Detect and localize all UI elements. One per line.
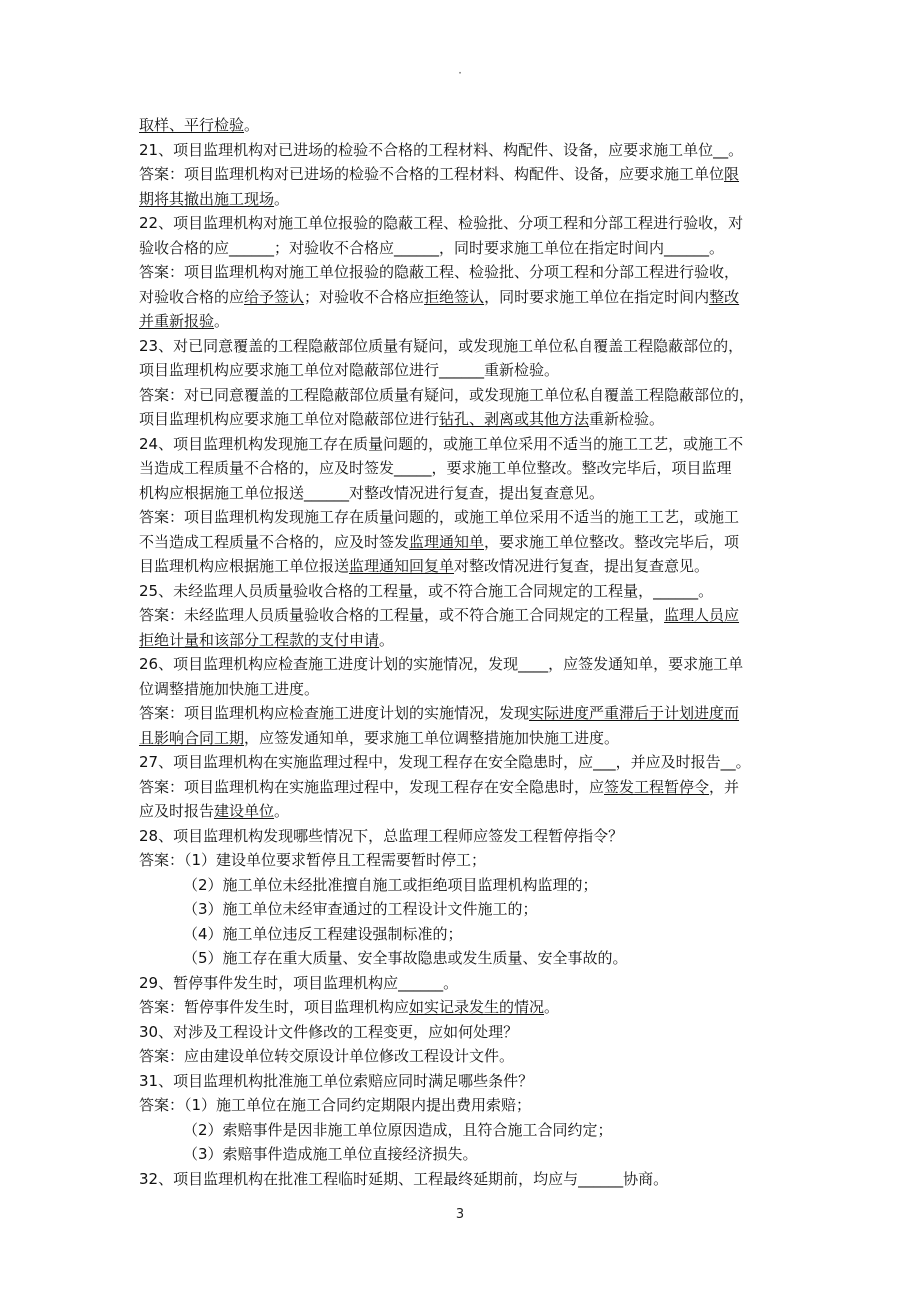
text-line [139,138,784,163]
text-line [139,995,784,1020]
answer-underlined-text: 如实记录发生的情况 [409,998,545,1016]
text-line [139,260,784,285]
page-number: 3 [455,1207,465,1222]
text-segment: 当造成工程质量不合格的，应及时签发_____，要求施工单位整改。整改完毕后，项目监理 [139,459,732,477]
text-line [139,897,784,922]
text-line [139,603,784,628]
text-line [139,162,784,187]
text-segment: 。 [274,189,290,208]
text-line [139,677,784,702]
text-line [139,1069,784,1094]
text-segment: 答案：（1）建设单位要求暂停且工程需要暂时停工； [139,851,487,869]
text-segment: 24、项目监理机构发现施工存在质量问题的，或施工单位采用不适当的施工工艺，或施工不 [139,434,744,453]
text-line [139,750,784,775]
text-segment: 答案：暂停事件发生时，项目监理机构应 [139,998,410,1016]
text-segment: 答案：未经监理人员质量验收合格的工程量，或不符合施工合同规定的工程量， [139,606,665,624]
text-line [139,628,784,653]
text-line [139,530,784,555]
text-segment: 。 [244,116,260,134]
answer-underlined-text: 实际进度严重滞后于计划进度而 [529,704,740,722]
text-segment: 答案：项目监理机构对施工单位报验的隐蔽工程、检验批、分项工程和分部工程进行验收， [139,263,740,281]
text-segment: ，同时要求施工单位在指定时间内 [484,287,710,306]
text-line [139,456,784,481]
text-segment: 23、对已同意覆盖的工程隐蔽部位质量有疑问，或发现施工单位私自覆盖工程隐蔽部位的， [139,336,744,355]
text-segment: 项目监理机构应要求施工单位对隐蔽部位进行______重新检验。 [139,361,560,379]
text-line [139,505,784,530]
answer-underlined-text: 监理人员应 [664,606,740,624]
answer-underlined-text: 给予签认 [244,287,305,306]
text-segment: 。 [544,998,560,1016]
text-line [139,481,784,506]
text-segment: 目监理机构应根据施工单位报送 [139,557,350,575]
text-line [139,407,784,432]
text-line [139,383,784,408]
text-segment: 应及时报告 [139,802,215,820]
text-line [139,799,784,824]
answer-underlined-text: 监理通知单 [409,532,485,551]
text-segment: 答案：项目监理机构应检查施工进度计划的实施情况，发现 [139,704,530,722]
text-line [139,334,784,359]
text-line [139,1142,784,1167]
text-segment: 答案：应由建设单位转交原设计单位修改工程设计文件。 [139,1047,515,1065]
text-line [139,236,784,261]
header-mark: · [458,66,462,80]
answer-underlined-text: 监理通知回复单 [349,557,455,575]
answer-underlined-text: 整改 [709,287,740,306]
text-segment: 项目监理机构应要求施工单位对隐蔽部位进行 [139,410,440,428]
text-segment: 32、项目监理机构在批准工程临时延期、工程最终延期前，均应与______协商。 [139,1169,669,1188]
answer-underlined-text: 拒绝计量和该部分工程款的支付申请 [139,630,380,649]
document-body [139,113,784,1191]
text-segment: ，应签发通知单，要求施工单位调整措施加快施工进度。 [244,728,620,747]
text-line [139,1093,784,1118]
text-segment: 28、项目监理机构发现哪些情况下，总监理工程师应签发工程暂停指令？ [139,826,624,845]
answer-underlined-text: 签发工程暂停令 [604,777,710,796]
text-segment: 。 [214,312,230,330]
text-segment: ，并 [709,777,740,796]
text-segment: 26、项目监理机构应检查施工进度计划的实施情况，发现____，应签发通知单，要求施工单 [139,655,744,673]
text-segment: 答案：项目监理机构发现施工存在质量问题的，或施工单位采用不适当的施工工艺，或施工 [139,508,740,526]
answer-underlined-text: 建设单位 [214,802,275,820]
text-segment: 29、暂停事件发生时，项目监理机构应______。 [139,973,459,992]
text-line [139,309,784,334]
text-segment: 对整改情况进行复查，提出复查意见。 [454,557,710,575]
text-line [139,1167,784,1192]
text-line [139,187,784,212]
text-line [139,824,784,849]
answer-underlined-text: 且影响合同工期 [139,728,245,747]
text-line [139,775,784,800]
text-line [139,1020,784,1045]
text-segment: 30、对涉及工程设计文件修改的工程变更，应如何处理？ [139,1022,519,1041]
text-segment: 答案：项目监理机构在实施监理过程中，发现工程存在安全隐患时，应 [139,777,605,796]
text-segment: 答案：（1）施工单位在施工合同约定期限内提出费用索赔； [139,1096,532,1114]
text-line [139,946,784,971]
text-line [139,701,784,726]
text-segment: 21、项目监理机构对已进场的检验不合格的工程材料、构配件、设备，应要求施工单位__。 [139,140,744,159]
text-line [139,211,784,236]
text-line [139,971,784,996]
text-line [139,726,784,751]
text-segment: （5）施工存在重大质量、安全事故隐患或发生质量、安全事故的。 [183,949,628,967]
text-segment: 验收合格的应______；对验收不合格应______，同时要求施工单位在指定时间内______。 [139,238,725,257]
text-segment: 不当造成工程质量不合格的，应及时签发 [139,532,410,551]
text-line [139,922,784,947]
text-segment: ；对验收不合格应 [304,287,425,306]
text-segment: 25、未经监理人员质量验收合格的工程量，或不符合施工合同规定的工程量，______。 [139,581,714,600]
text-segment: （2）施工单位未经批准擅自施工或拒绝项目监理机构监理的； [183,875,598,894]
text-segment: ，要求施工单位整改。整改完毕后，项 [484,532,740,551]
answer-underlined-text: 并重新报验 [139,312,215,330]
text-segment: （3）施工单位未经审查通过的工程设计文件施工的； [183,900,538,918]
text-line [139,554,784,579]
text-segment: 。 [379,630,395,649]
text-segment: 。 [274,802,290,820]
text-segment: 位调整措施加快施工进度。 [139,679,320,698]
answer-underlined-text: 钻孔、剥离或其他方法 [439,410,590,428]
text-segment: 31、项目监理机构批准施工单位索赔应同时满足哪些条件？ [139,1071,534,1090]
text-segment: 机构应根据施工单位报送______对整改情况进行复查，提出复查意见。 [139,483,605,502]
text-line [139,358,784,383]
answer-underlined-text: 拒绝签认 [424,287,485,306]
text-segment: （4）施工单位违反工程建设强制标准的； [183,924,463,943]
answer-underlined-text: 限 [724,165,740,183]
text-segment: （2）索赔事件是因非施工单位原因造成，且符合施工合同约定； [183,1120,613,1139]
text-segment: 答案：对已同意覆盖的工程隐蔽部位质量有疑问，或发现施工单位私自覆盖工程隐蔽部位的， [139,385,755,404]
answer-underlined-text: 期将其撤出施工现场 [139,189,275,208]
text-line [139,1044,784,1069]
text-segment: 重新检验。 [589,410,665,428]
text-line [139,848,784,873]
text-segment: 对验收合格的应 [139,287,245,306]
text-line [139,113,784,138]
text-segment: 27、项目监理机构在实施监理过程中，发现工程存在安全隐患时，应___，并应及时报告__。 [139,753,751,771]
answer-underlined-text: 取样、平行检验 [139,116,245,134]
text-line [139,873,784,898]
text-line [139,285,784,310]
text-line [139,652,784,677]
text-line [139,579,784,604]
text-line [139,432,784,457]
text-line [139,1118,784,1143]
text-segment: 答案：项目监理机构对已进场的检验不合格的工程材料、构配件、设备，应要求施工单位 [139,165,725,183]
text-segment: 22、项目监理机构对施工单位报验的隐蔽工程、检验批、分项工程和分部工程进行验收，对 [139,214,744,232]
text-segment: （3）索赔事件造成施工单位直接经济损失。 [183,1145,478,1163]
